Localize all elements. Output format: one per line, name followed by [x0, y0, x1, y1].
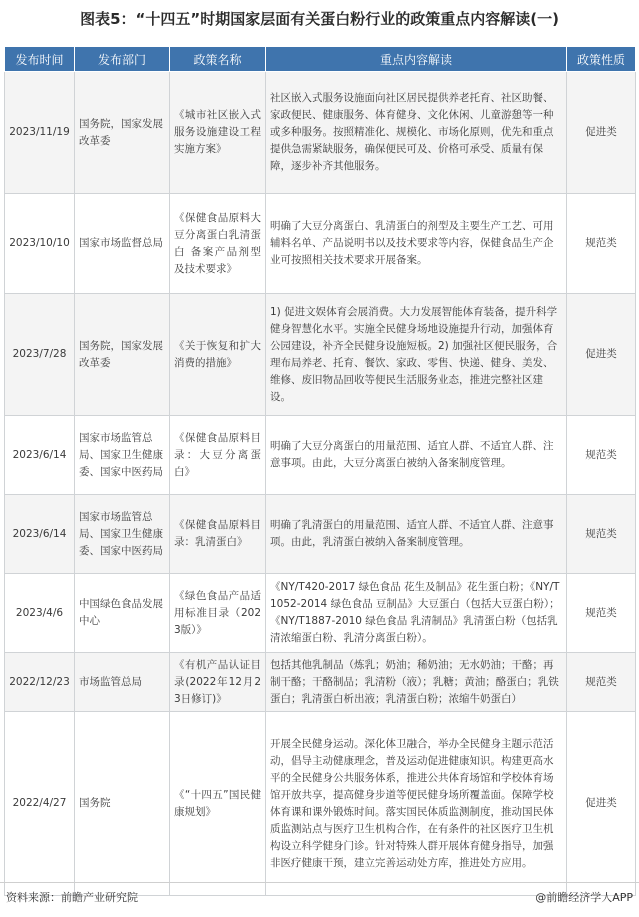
cell-content: 明确了大豆分离蛋白的用量范围、适宜人群、不适宜人群、注意事项。由此，大豆分离蛋白被纳入备案制度管理。: [266, 416, 567, 495]
cell-nature: 规范类: [567, 653, 636, 712]
header-name: 政策名称: [170, 47, 266, 72]
source-note: 资料来源：前瞻产业研究院: [6, 891, 138, 904]
cell-content: 包括其他乳制品（炼乳；奶油；稀奶油；无水奶油；干酪；再制干酪；干酪制品；乳清粉（液）；乳糖；黄油；酪蛋白；乳铁蛋白；乳清蛋白析出液；乳清蛋白粉；浓缩牛奶蛋白）: [266, 653, 567, 712]
cell-dept: 中国绿色食品发展中心: [75, 574, 170, 653]
cell-dept: 国家市场监管总局、国家卫生健康委、国家中医药局: [75, 495, 170, 574]
chart-title: 图表5：“十四五”时期国家层面有关蛋白粉行业的政策重点内容解读(一): [80, 10, 559, 28]
cell-date: 2023/4/6: [5, 574, 75, 653]
table-row: [5, 416, 636, 495]
header-date: 发布时间: [5, 47, 75, 72]
cell-nature: 促进类: [567, 712, 636, 896]
cell-content: 《NY/T420-2017 绿色食品 花生及制品》花生蛋白粉；《NY/T1052-2014 绿色食品 豆制品》大豆蛋白（包括大豆蛋白粉）；《NY/T1887-2010 绿色食品 乳清制品》乳清蛋白粉（包括乳清浓缩蛋白粉、乳清分离蛋白粉）。: [266, 574, 567, 653]
cell-content: 明确了乳清蛋白的用量范围、适宜人群、不适宜人群、注意事项。由此，乳清蛋白被纳入备案制度管理。: [266, 495, 567, 574]
cell-date: 2022/4/27: [5, 712, 75, 896]
cell-policy-name: 《有机产品认证目录(2022年12月23日修订)》: [170, 653, 266, 712]
cell-nature: 规范类: [567, 416, 636, 495]
header-dept: 发布部门: [75, 47, 170, 72]
footer: [0, 882, 639, 911]
cell-nature: 规范类: [567, 495, 636, 574]
table-header-row: [5, 47, 636, 72]
cell-date: 2022/12/23: [5, 653, 75, 712]
table-row: [5, 294, 636, 416]
cell-content: 开展全民健身运动。深化体卫融合，举办全民健身主题示范活动，倡导主动健康理念，普及运动促进健康知识。构建更高水平的全民健身公共服务体系，推进公共体育场馆和学校体育场馆开放共享，提高健身步道等便民健身场所覆盖面。保障学校体育课和课外锻炼时间。落实国民体质监测制度，推动国民体质监测站点与医疗卫生机构合作，在有条件的社区医疗卫生机构设立科学健身门诊。针对特殊人群开展体育健身指导，加强非医疗健康干预，建立完善运动处方库，推进处方应用。: [266, 712, 567, 896]
cell-content: 明确了大豆分离蛋白、乳清蛋白的剂型及主要生产工艺、可用辅料名单、产品说明书以及技术要求等内容，保健食品生产企业可按照相关技术要求开展备案。: [266, 194, 567, 294]
cell-dept: 国务院，国家发展改革委: [75, 294, 170, 416]
cell-policy-name: 《绿色食品产品适用标准目录（2023版）》: [170, 574, 266, 653]
cell-policy-name: 《城市社区嵌入式服务设施建设工程实施方案》: [170, 72, 266, 194]
cell-nature: 规范类: [567, 194, 636, 294]
cell-policy-name: 《“十四五”国民健康规划》: [170, 712, 266, 896]
cell-content: 1) 促进文娱体育会展消费。大力发展智能体育装备，提升科学健身智慧化水平。实施全民健身场地设施提升行动，加强体育公园建设，补齐全民健身设施短板。2) 加强社区便民服务，合理布局养老、托育、餐饮、家政、零售、快递、健身、美发、维修、废旧物品回收等便民生活服务业态，推进完整社区建设。: [266, 294, 567, 416]
cell-nature: 促进类: [567, 72, 636, 194]
policy-table: [4, 46, 636, 896]
table-row: [5, 712, 636, 896]
brand-credit: @前瞻经济学人APP: [535, 891, 633, 904]
cell-dept: 国家市场监管总局、国家卫生健康委、国家中医药局: [75, 416, 170, 495]
header-nature: 政策性质: [567, 47, 636, 72]
table-row: [5, 495, 636, 574]
cell-policy-name: 《保健食品原料目录：大豆分离蛋白》: [170, 416, 266, 495]
cell-date: 2023/7/28: [5, 294, 75, 416]
cell-policy-name: 《保健食品原料目录：乳清蛋白》: [170, 495, 266, 574]
cell-dept: 国务院，国家发展改革委: [75, 72, 170, 194]
cell-policy-name: 《关于恢复和扩大消费的措施》: [170, 294, 266, 416]
table-row: [5, 653, 636, 712]
cell-nature: 促进类: [567, 294, 636, 416]
table-row: [5, 574, 636, 653]
header-content: 重点内容解读: [266, 47, 567, 72]
cell-nature: 规范类: [567, 574, 636, 653]
table-row: [5, 72, 636, 194]
cell-date: 2023/6/14: [5, 495, 75, 574]
table-row: [5, 194, 636, 294]
cell-dept: 市场监管总局: [75, 653, 170, 712]
cell-date: 2023/6/14: [5, 416, 75, 495]
cell-dept: 国家市场监督总局: [75, 194, 170, 294]
cell-content: 社区嵌入式服务设施面向社区居民提供养老托育、社区助餐、家政便民、健康服务、体育健身、文化休闲、儿童游憩等一种或多种服务。按照精准化、规模化、市场化原则，优先和重点提供急需紧缺服务，确保便民可及、价格可承受、质量有保障，逐步补齐其他服务。: [266, 72, 567, 194]
cell-dept: 国务院: [75, 712, 170, 896]
cell-policy-name: 《保健食品原料大豆分离蛋白乳清蛋白 备案产品剂型及技术要求》: [170, 194, 266, 294]
cell-date: 2023/11/19: [5, 72, 75, 194]
cell-date: 2023/10/10: [5, 194, 75, 294]
